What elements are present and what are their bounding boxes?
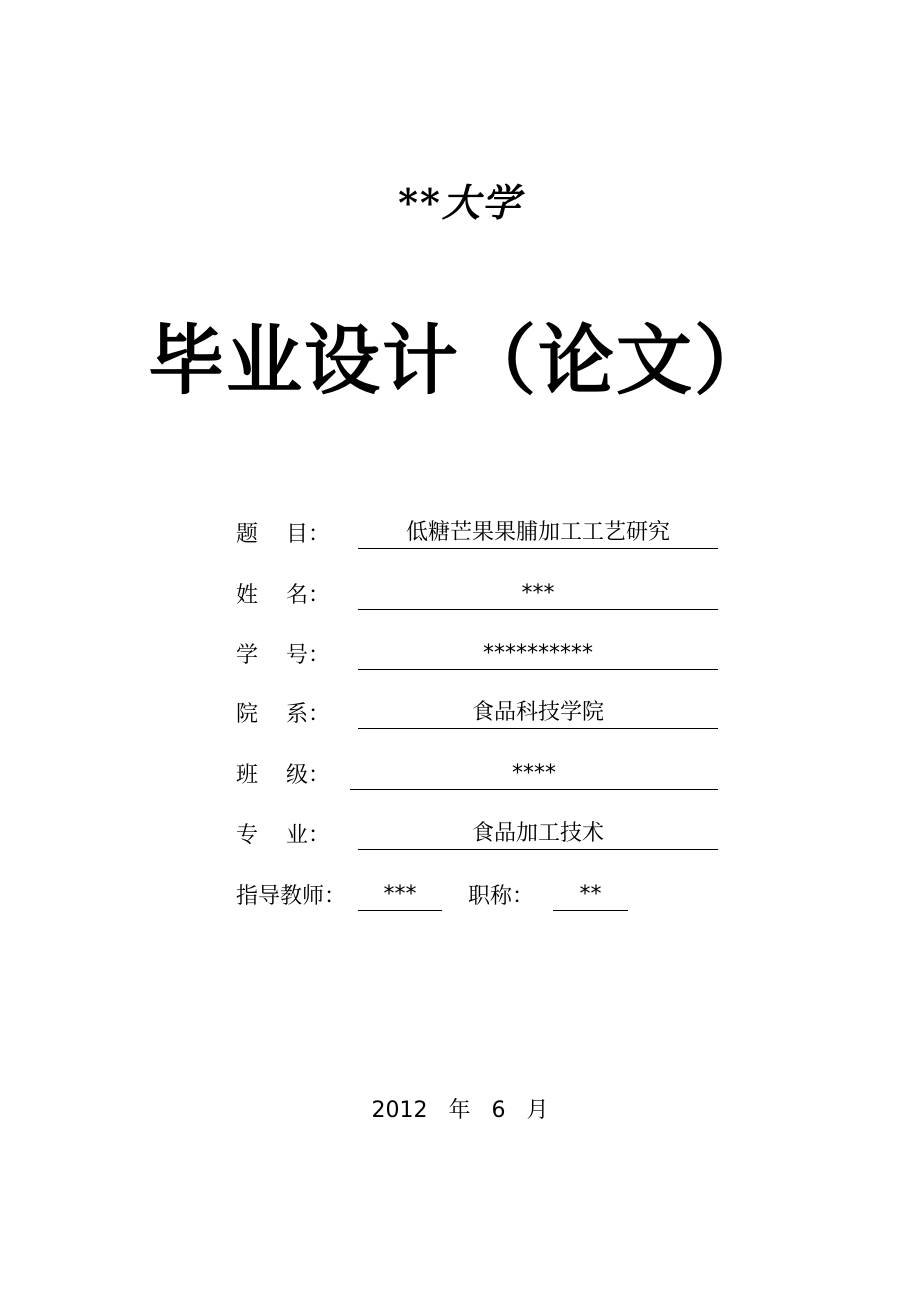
university-name: **大学 xyxy=(398,180,522,225)
field-value-student-id: ********** xyxy=(358,639,718,670)
date-year-unit: 年 xyxy=(448,1098,471,1123)
field-value-class: **** xyxy=(350,759,718,790)
field-label-student-id: 学 号： xyxy=(236,643,330,668)
date-month-unit: 月 xyxy=(526,1098,549,1123)
advisor-label: 指导教师： xyxy=(236,884,347,909)
date-month: 6 xyxy=(491,1098,506,1123)
field-label-department: 院 系： xyxy=(236,702,330,727)
field-label-class: 班 级： xyxy=(236,763,330,788)
thesis-title: 毕业设计（论文） xyxy=(148,316,772,405)
field-value-major: 食品加工技术 xyxy=(358,819,718,850)
advisor-title-label: 职称： xyxy=(468,884,535,909)
date-year: 2012 xyxy=(371,1098,428,1123)
field-value-department: 食品科技学院 xyxy=(358,698,718,729)
field-label-name: 姓 名： xyxy=(236,583,330,608)
field-value-topic: 低糖芒果果脯加工工艺研究 xyxy=(358,518,718,549)
advisor-title-value: ** xyxy=(553,880,628,911)
advisor-value: *** xyxy=(358,880,442,911)
field-value-name: *** xyxy=(358,579,718,610)
field-label-topic: 题 目： xyxy=(236,522,330,547)
submission-date xyxy=(0,1096,920,1126)
field-label-major: 专 业： xyxy=(236,823,330,848)
